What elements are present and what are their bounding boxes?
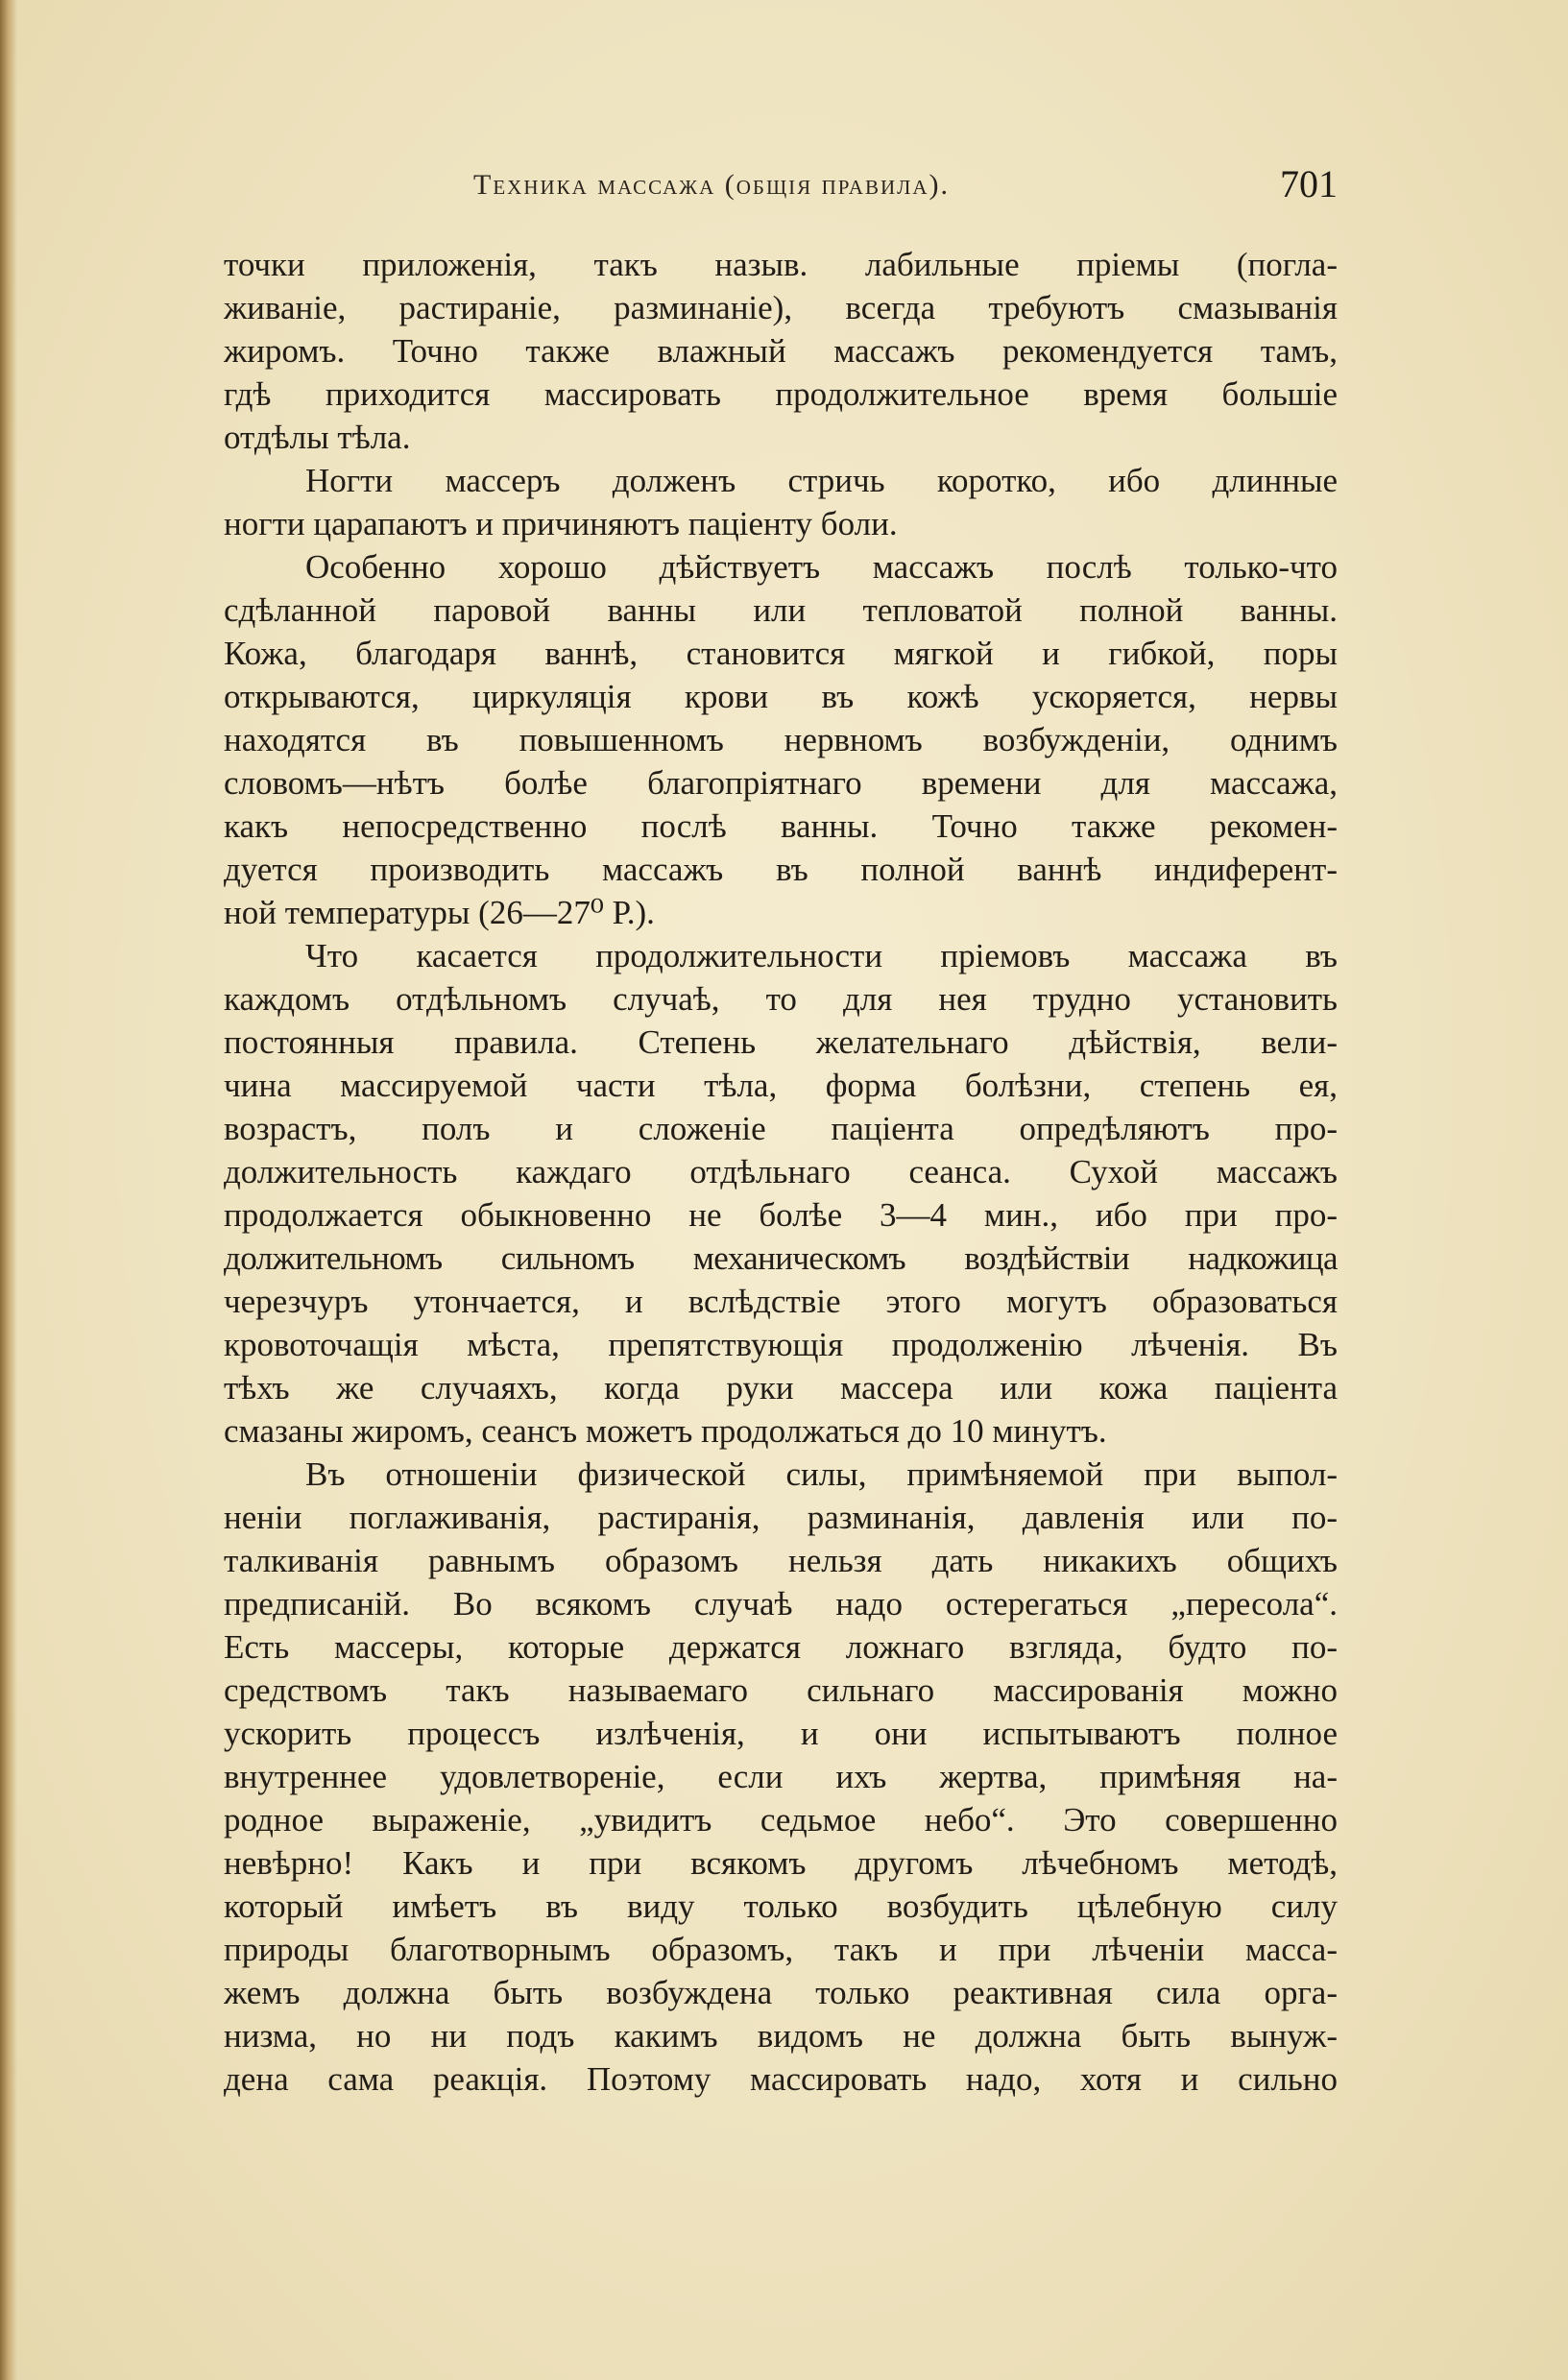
text-line: должительность каждаго отдѣльнаго сеанса. Сухой массажъ [224,1153,1338,1190]
text-line: черезчуръ утончается, и вслѣдствіе этого могутъ образоваться [224,1283,1338,1320]
text-line: который имѣетъ въ виду только возбудить цѣлебную силу [224,1887,1338,1925]
text-line: Ногти массеръ долженъ стричь коротко, ибо длинные [305,462,1338,499]
text-line: открываются, циркуляція крови въ кожѣ ускоряется, нервы [224,678,1338,715]
paragraph [224,243,1338,459]
text-line: словомъ—нѣтъ болѣе благопріятнаго времени для массажа, [224,764,1338,802]
text-line: чина массируемой части тѣла, форма болѣзни, степень ея, [224,1067,1338,1104]
text-line: природы благотворнымъ образомъ, такъ и при лѣченіи масса- [224,1931,1338,1968]
text-line: низма, но ни подъ какимъ видомъ не должна быть вынуж- [224,2017,1338,2055]
text-line: Въ отношеніи физической силы, примѣняемой при выпол- [305,1455,1338,1493]
text-line: какъ непосредственно послѣ ванны. Точно также рекомен- [224,807,1338,845]
text-line: отдѣлы тѣла. [224,419,411,456]
text-line: продолжается обыкновенно не болѣе 3—4 мин., ибо при про- [224,1196,1338,1234]
text-line: сдѣланной паровой ванны или тепловатой полной ванны. [224,591,1338,629]
page-header [224,161,1338,213]
paragraph [224,1453,1338,2101]
text-line: смазаны жиромъ, сеансъ можетъ продолжаться до 10 минутъ. [224,1412,1107,1450]
text-line: живаніе, растираніе, разминаніе), всегда требуютъ смазыванія [224,289,1338,326]
text-line: ной температуры (26—27⁰ Р.). [224,894,655,931]
text-line: предписаній. Во всякомъ случаѣ надо остерегаться „пересола“. [224,1585,1338,1623]
text-line: жиромъ. Точно также влажный массажъ рекомендуется тамъ, [224,332,1338,370]
text-line: возрастъ, полъ и сложеніе паціента опредѣляютъ про- [224,1110,1338,1147]
text-line: точки приложенія, такъ назыв. лабильные пріемы (погла- [224,246,1338,283]
text-line: ускорить процессъ излѣченія, и они испытываютъ полное [224,1715,1338,1752]
text-line: находятся въ повышенномъ нервномъ возбужденіи, однимъ [224,721,1338,758]
text-line: ногти царапаютъ и причиняютъ паціенту боли. [224,505,898,542]
text-line: средствомъ такъ называемаго сильнаго массированія можно [224,1671,1338,1709]
text-line: постоянныя правила. Степень желательнаго дѣйствія, вели- [224,1023,1338,1061]
text-line: каждомъ отдѣльномъ случаѣ, то для нея трудно установить [224,980,1338,1018]
text-line: родное выраженіе, „увидитъ седьмое небо“. Это совершенно [224,1801,1338,1839]
text-line: должительномъ сильномъ механическомъ воздѣйствіи надкожица [224,1239,1338,1277]
page-binding-edge [0,0,17,2380]
paragraph [224,459,1338,545]
text-line: Есть массеры, которые держатся ложнаго взгляда, будто по- [224,1628,1338,1666]
paragraph [224,545,1338,934]
text-line: неніи поглаживанія, растиранія, разминанія, давленія или по- [224,1499,1338,1536]
text-line: дена сама реакція. Поэтому массировать надо, хотя и сильно [224,2060,1338,2098]
body-text [224,243,1338,2101]
text-line: гдѣ приходится массировать продолжительное время большіе [224,375,1338,413]
text-line: талкиванія равнымъ образомъ нельзя дать никакихъ общихъ [224,1542,1338,1579]
paragraph [224,934,1338,1453]
text-line: Особенно хорошо дѣйствуетъ массажъ послѣ только-что [305,548,1338,586]
text-line: внутреннее удовлетвореніе, если ихъ жертва, примѣняя на- [224,1758,1338,1795]
running-title: Техника массажа (общія правила). [473,169,951,201]
page-number: 701 [1280,162,1338,205]
text-line: дуется производить массажъ въ полной ваннѣ индиферент- [224,851,1338,888]
text-line: Кожа, благодаря ваннѣ, становится мягкой и гибкой, поры [224,635,1338,672]
text-line: жемъ должна быть возбуждена только реактивная сила орга- [224,1974,1338,2011]
text-line: Что касается продолжительности пріемовъ массажа въ [305,937,1338,974]
text-line: невѣрно! Какъ и при всякомъ другомъ лѣчебномъ методѣ, [224,1844,1338,1882]
text-line: тѣхъ же случаяхъ, когда руки массера или кожа паціента [224,1369,1338,1406]
text-line: кровоточащія мѣста, препятствующія продолженію лѣченія. Въ [224,1326,1338,1363]
